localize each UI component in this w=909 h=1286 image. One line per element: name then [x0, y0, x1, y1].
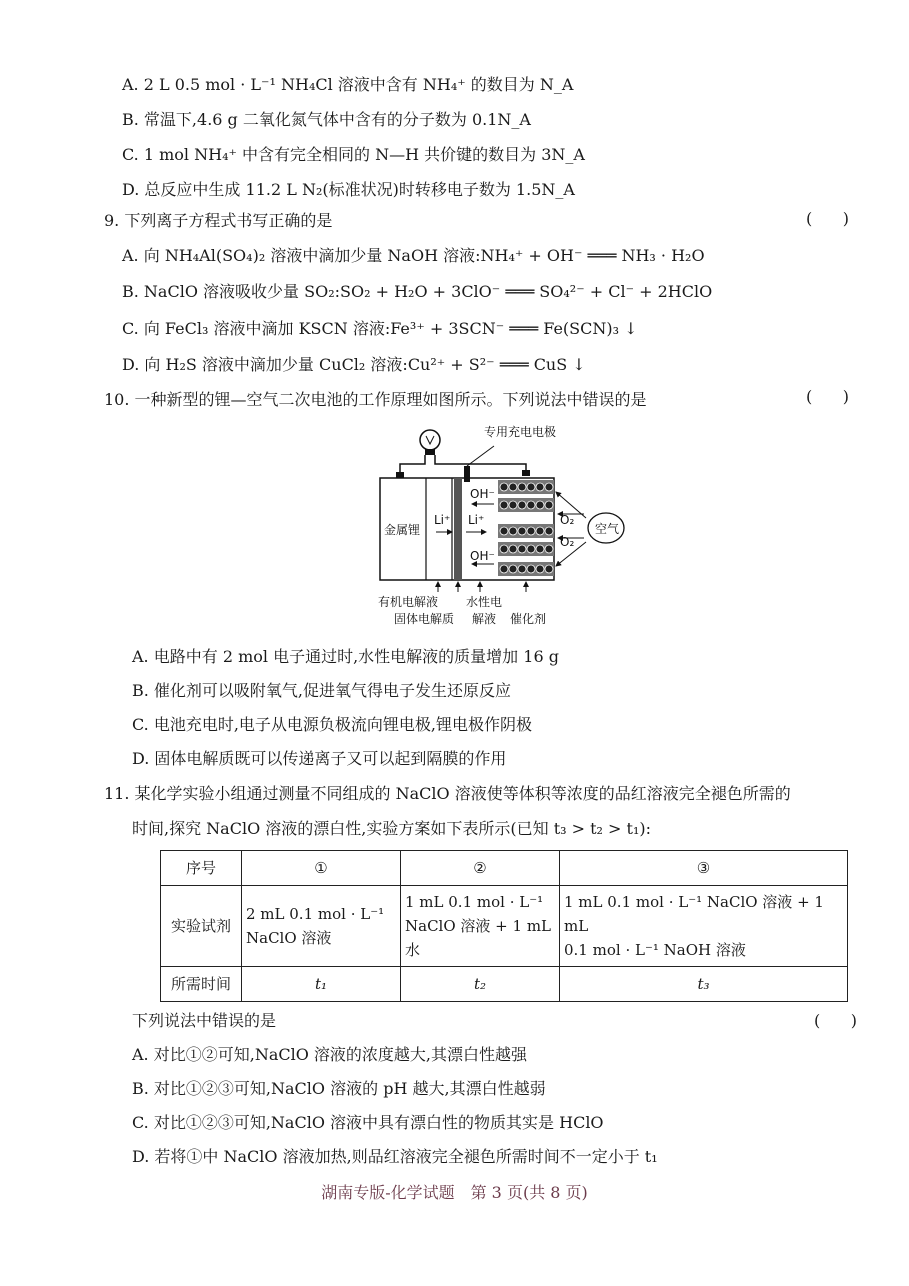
q9-stem: 9. 下列离子方程式书写正确的是 — [104, 211, 333, 230]
label-aqueous-electrolyte-2: 解液 — [472, 612, 497, 626]
table-header-2: ② — [401, 851, 560, 886]
reagent-3-line1: 1 mL 0.1 mol · L⁻¹ NaClO 溶液 + 1 mL — [564, 893, 824, 935]
q11-option-b: B. 对比①②③可知,NaClO 溶液的 pH 越大,其漂白性越弱 — [132, 1079, 546, 1098]
battery-diagram — [376, 420, 636, 635]
q8-option-c: C. 1 mol NH₄⁺ 中含有完全相同的 N—H 共价键的数目为 3N_A — [122, 145, 585, 164]
table-cell-time-2: t₂ — [401, 967, 560, 1002]
label-organic-electrolyte: 有机电解液 — [378, 595, 439, 609]
table-row — [161, 886, 848, 967]
reagent-2-line2: NaClO 溶液 + 1 mL 水 — [405, 917, 552, 959]
q11-ask: 下列说法中错误的是 — [132, 1011, 277, 1030]
q11-answer-paren: ( ) — [814, 1011, 857, 1030]
label-li-ion-1: Li⁺ — [434, 513, 451, 527]
label-solid-electrolyte: 固体电解质 — [394, 612, 455, 626]
table-label-time: 所需时间 — [161, 967, 242, 1002]
label-metal-lithium: 金属锂 — [384, 523, 421, 537]
table-cell-time-3: t₃ — [560, 967, 848, 1002]
label-oh-1: OH⁻ — [470, 487, 495, 501]
q10-answer-paren: ( ) — [806, 387, 849, 406]
table-header-1: ① — [242, 851, 401, 886]
q11-option-c: C. 对比①②③可知,NaClO 溶液中具有漂白性的物质其实是 HClO — [132, 1113, 604, 1132]
q11-stem-line1: 11. 某化学实验小组通过测量不同组成的 NaClO 溶液使等体积等浓度的品红溶液完全褪色所需的 — [104, 784, 791, 803]
reagent-3-line2: 0.1 mol · L⁻¹ NaOH 溶液 — [564, 941, 746, 959]
q10-option-b: B. 催化剂可以吸附氧气,促进氧气得电子发生还原反应 — [132, 681, 512, 700]
q11-option-a: A. 对比①②可知,NaClO 溶液的浓度越大,其漂白性越强 — [132, 1045, 528, 1064]
q9-option-b: B. NaClO 溶液吸收少量 SO₂:SO₂ + H₂O + 3ClO⁻ ═══ SO₄²⁻ + Cl⁻ + 2HClO — [122, 282, 713, 301]
table-row — [161, 851, 848, 886]
q8-option-b: B. 常温下,4.6 g 二氧化氮气体中含有的分子数为 0.1N_A — [122, 110, 531, 129]
q10-option-c: C. 电池充电时,电子从电源负极流向锂电极,锂电极作阴极 — [132, 715, 533, 734]
q10-stem: 10. 一种新型的锂—空气二次电池的工作原理如图所示。下列说法中错误的是 — [104, 390, 647, 409]
q11-option-d: D. 若将①中 NaClO 溶液加热,则品红溶液完全褪色所需时间不一定小于 t₁ — [132, 1147, 658, 1166]
q8-option-a: A. 2 L 0.5 mol · L⁻¹ NH₄Cl 溶液中含有 NH₄⁺ 的数目为 N_A — [122, 75, 574, 94]
q9-option-d: D. 向 H₂S 溶液中滴加少量 CuCl₂ 溶液:Cu²⁺ + S²⁻ ═══ CuS ↓ — [122, 355, 586, 374]
label-catalyst: 催化剂 — [510, 612, 547, 626]
table-label-reagents: 实验试剂 — [161, 886, 242, 967]
table-cell-time-1: t₁ — [242, 967, 401, 1002]
q9-option-c: C. 向 FeCl₃ 溶液中滴加 KSCN 溶液:Fe³⁺ + 3SCN⁻ ═══ Fe(SCN)₃ ↓ — [122, 319, 638, 338]
label-oh-2: OH⁻ — [470, 549, 495, 563]
q9-option-a: A. 向 NH₄Al(SO₄)₂ 溶液中滴加少量 NaOH 溶液:NH₄⁺ + OH⁻ ═══ NH₃ · H₂O — [122, 246, 705, 265]
label-charging-electrode: 专用充电电极 — [484, 425, 557, 439]
reagent-2-line1: 1 mL 0.1 mol · L⁻¹ — [405, 893, 544, 911]
label-li-ion-2: Li⁺ — [468, 513, 485, 527]
table-cell-reagent-1 — [242, 886, 401, 967]
label-o2-2: O₂ — [560, 535, 575, 549]
light-bulb-icon — [420, 430, 440, 455]
table-header-index: 序号 — [161, 851, 242, 886]
experiment-table — [160, 850, 848, 1002]
q9-answer-paren: ( ) — [806, 209, 849, 228]
q10-option-a: A. 电路中有 2 mol 电子通过时,水性电解液的质量增加 16 g — [132, 647, 559, 666]
q11-stem-line2: 时间,探究 NaClO 溶液的漂白性,实验方案如下表所示(已知 t₃ > t₂ > t₁): — [132, 819, 652, 838]
q10-option-d: D. 固体电解质既可以传递离子又可以起到隔膜的作用 — [132, 749, 507, 768]
table-cell-reagent-2 — [401, 886, 560, 967]
table-cell-reagent-3 — [560, 886, 848, 967]
page-footer: 湖南专版-化学试题 第 3 页(共 8 页) — [321, 1183, 588, 1202]
q8-option-d: D. 总反应中生成 11.2 L N₂(标准状况)时转移电子数为 1.5N_A — [122, 180, 575, 199]
reagent-1-line1: 2 mL 0.1 mol · L⁻¹ — [246, 905, 385, 923]
label-air: 空气 — [595, 522, 620, 536]
reagent-1-line2: NaClO 溶液 — [246, 929, 332, 947]
label-aqueous-electrolyte-1: 水性电 — [466, 595, 503, 609]
table-header-3: ③ — [560, 851, 848, 886]
label-o2-1: O₂ — [560, 513, 575, 527]
table-row — [161, 967, 848, 1002]
